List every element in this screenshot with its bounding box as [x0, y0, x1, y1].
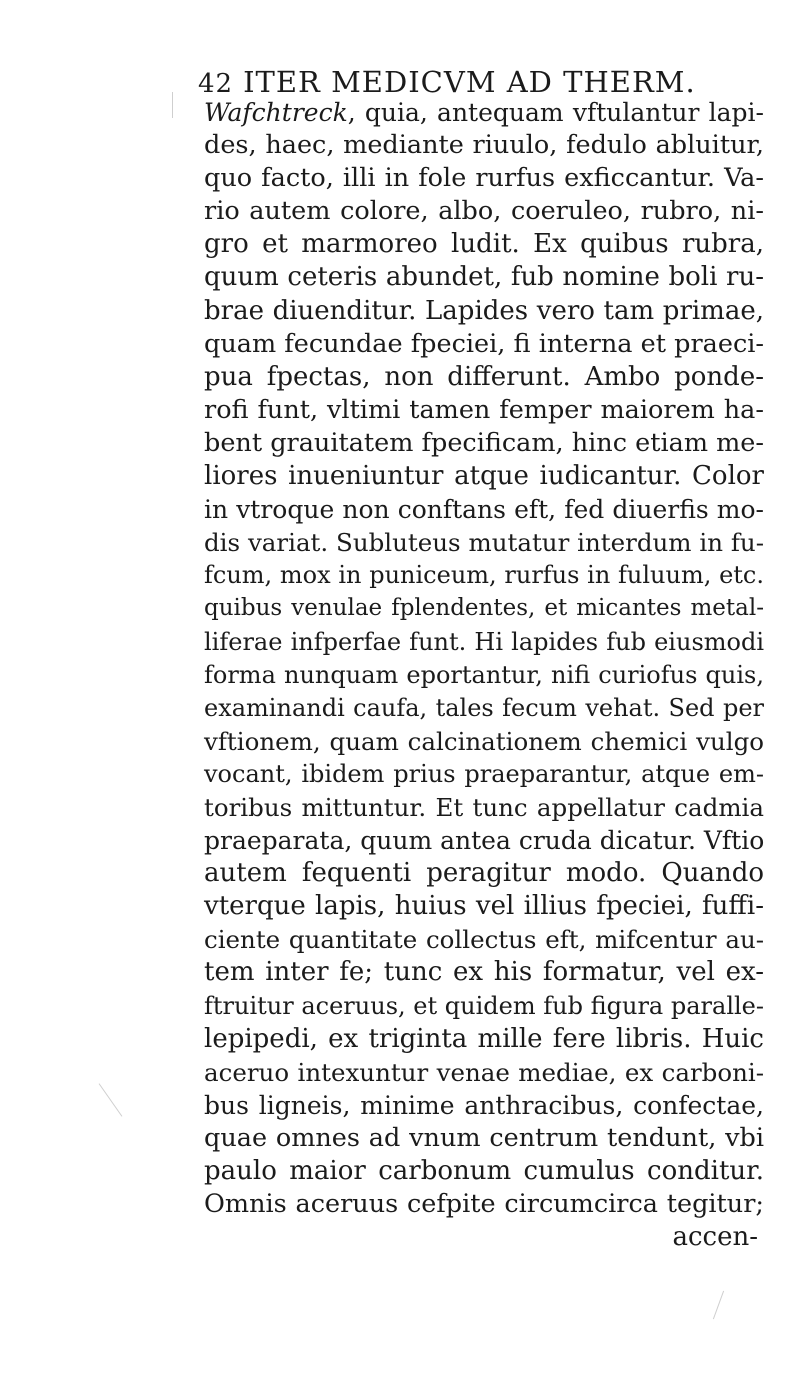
text-line: ftruitur aceruus, et quidem fub figura paralle- [204, 991, 764, 1020]
text-line: quae omnes ad vnum centrum tendunt, vbi [204, 1122, 764, 1153]
text-line: toribus mittuntur. Et tunc appellatur cadmia [204, 792, 764, 822]
text-line: bus ligneis, minime anthracibus, confectae, [204, 1090, 764, 1120]
text-line: vftionem, quam calcinationem chemici vulgo [204, 726, 764, 756]
italic-term: Wafchtreck [204, 98, 348, 127]
text-line: paulo maior carbonum cumulus conditur. [204, 1156, 764, 1186]
text-line: aceruo intexuntur venae mediae, ex carboni- [204, 1057, 764, 1087]
text-line: fcum, mox in puniceum, rurfus in fuluum, etc. [204, 561, 764, 590]
text-line: examinandi caufa, tales fecum vehat. Sed per [204, 693, 764, 722]
text-line: bent grauitatem fpecificam, hinc etiam me- [204, 427, 764, 458]
text-line: autem fequenti peragitur modo. Quando [204, 858, 764, 889]
text-line: rofi funt, vltimi tamen femper maiorem ha- [204, 394, 764, 425]
body-text [204, 96, 764, 1254]
text-line: liferae infperfae funt. Hi lapides fub eiusmodi [204, 627, 764, 656]
text-line: tem inter fe; tunc ex his formatur, vel ex- [204, 957, 764, 988]
text-line: rio autem colore, albo, coeruleo, rubro, ni- [204, 196, 764, 227]
text-line: vterque lapis, huius vel illius fpeciei, fuffi- [204, 891, 764, 922]
text-line: gro et marmoreo ludit. Ex quibus rubra, [204, 229, 764, 260]
page-number: 42 [198, 69, 234, 99]
text-line: praeparata, quum antea cruda dicatur. Vftio [204, 826, 765, 856]
paper-speck [713, 1291, 724, 1320]
paper-speck [99, 1083, 123, 1116]
text-line: pua fpectas, non differunt. Ambo ponde- [204, 361, 764, 392]
text-line: Wafchtreck, quia, antequam vftulantur lapi- [204, 98, 764, 127]
text-line: brae diuenditur. Lapides vero tam primae, [204, 295, 764, 326]
text-line: liores inueniuntur atque iudicantur. Color [204, 461, 764, 492]
text-line: quo facto, illi in fole rurfus exficcantur. Va- [204, 163, 764, 194]
text-line: vocant, ibidem prius praeparantur, atque em- [204, 759, 764, 788]
text-line: quibus venulae fplendentes, et micantes metal- [204, 595, 764, 622]
catchword: accen- [672, 1222, 758, 1253]
text-line: Omnis aceruus cefpite circumcirca tegitur; [204, 1189, 764, 1220]
text-line: lepipedi, ex triginta mille fere libris. Huic [204, 1023, 764, 1054]
text-line: ciente quantitate collectus eft, mifcentur au- [204, 925, 764, 955]
text-line: in vtroque non conftans eft, fed diuerfis mo- [204, 495, 764, 525]
running-title: ITER MEDICVM AD THERM. [243, 65, 696, 99]
paper-speck [172, 92, 173, 118]
text-line: quam fecundae fpeciei, fi interna et praeci- [204, 328, 764, 359]
text-line: forma nunquam eportantur, nifi curiofus quis, [204, 660, 764, 689]
text-line: dis variat. Subluteus mutatur interdum in fu- [204, 528, 764, 558]
text-line: quum ceteris abundet, fub nomine boli ru- [204, 262, 764, 293]
text-line: des, haec, mediante riuulo, fedulo abluitur, [204, 130, 764, 161]
